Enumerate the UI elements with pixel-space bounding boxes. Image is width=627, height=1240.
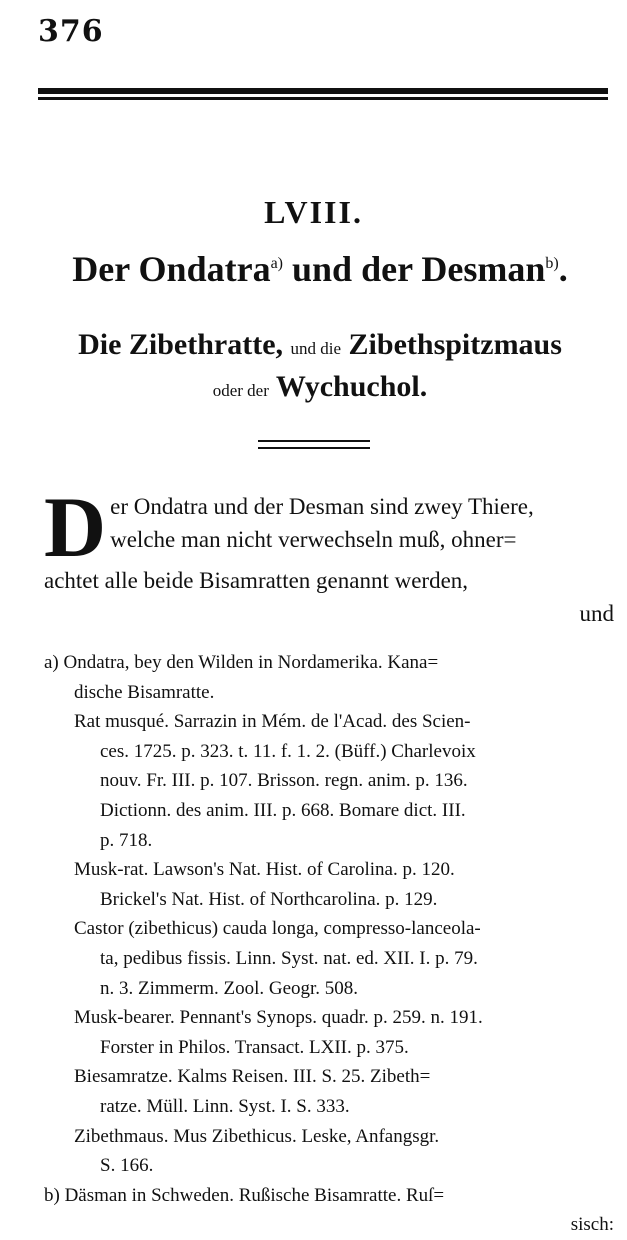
body-line: und	[579, 601, 614, 626]
footnote-line: Forster in Philos. Transact. LXII. p. 375.	[100, 1036, 409, 1058]
footnote-line: dische Bisamratte.	[74, 681, 215, 703]
page-number: 376	[38, 14, 104, 49]
title-part1: Der Ondatra	[72, 249, 271, 289]
subtitle-part1: Die Zibethratte,	[78, 328, 284, 361]
footnote-line: nouv. Fr. III. p. 107. Brisson. regn. anim. p. 136.	[100, 770, 468, 792]
footnote-mark-b: b)	[545, 255, 559, 272]
footnote-line: ta, pedibus fissis. Linn. Syst. nat. ed. XII. I. p. 79.	[100, 947, 478, 969]
subtitle-part2: Zibethspitzmaus	[348, 328, 562, 361]
footnote-line: Zibethmaus. Mus Zibethicus. Leske, Anfangsgr.	[74, 1125, 440, 1147]
subtitle-line2	[20, 370, 620, 404]
footnote-line: ces. 1725. p. 323. t. 11. f. 1. 2. (Büff.) Charlevoix	[100, 740, 476, 762]
subtitle-oder: oder der	[212, 381, 269, 400]
footnote-line: Rat musqué. Sarrazin in Mém. de l'Acad. des Scien-	[74, 711, 471, 733]
body-line: er Ondatra und der Desman sind zwey Thiere,	[110, 494, 534, 519]
footnote-line: ratze. Müll. Linn. Syst. I. S. 333.	[100, 1095, 350, 1117]
footnote-line: n. 3. Zimmerm. Zool. Geogr. 508.	[100, 977, 359, 999]
title-end: .	[558, 249, 568, 289]
footnote-line: Dictionn. des anim. III. p. 668. Bomare dict. III.	[100, 799, 466, 821]
chapter-title	[20, 248, 620, 290]
footnote-line: Musk-bearer. Pennant's Synops. quadr. p. 259. n. 191.	[74, 1007, 483, 1029]
subtitle-line1	[20, 328, 620, 362]
footnote-line: p. 718.	[100, 829, 153, 851]
subtitle-und: und die	[290, 339, 342, 358]
drop-cap: D	[44, 479, 107, 575]
body-line: welche man nicht verwechseln muß, ohner=	[110, 527, 517, 552]
footnote-line: b) Däsman in Schweden. Rußische Bisamratte. Ruſ=	[44, 1184, 445, 1206]
footnote-line: Musk-rat. Lawson's Nat. Hist. of Carolina. p. 120.	[74, 859, 455, 881]
body-line: achtet alle beide Bisamratten genannt werden,	[44, 568, 469, 593]
body-paragraph	[44, 479, 614, 630]
header-rule-thin	[38, 97, 608, 100]
subtitle-part3: Wychuchol.	[275, 370, 428, 403]
footnote-line: sisch:	[570, 1214, 614, 1236]
footnote-line: S. 166.	[100, 1155, 154, 1177]
footnote-line: Castor (zibethicus) cauda longa, compresso-lanceola-	[74, 918, 481, 940]
section-rule-2	[258, 447, 370, 449]
footnote-mark-a: a)	[270, 255, 284, 272]
footnote-line: Biesamratze. Kalms Reisen. III. S. 25. Zibeth=	[74, 1066, 431, 1088]
section-rule	[258, 440, 370, 442]
header-rule	[38, 88, 608, 94]
footnotes	[44, 648, 614, 1240]
title-part2: und der Desman	[292, 249, 546, 289]
chapter-number: LVIII.	[264, 194, 363, 230]
footnote-line: a) Ondatra, bey den Wilden in Nordamerika. Kana=	[44, 652, 439, 673]
footnote-line: Brickel's Nat. Hist. of Northcarolina. p. 129.	[100, 888, 438, 910]
